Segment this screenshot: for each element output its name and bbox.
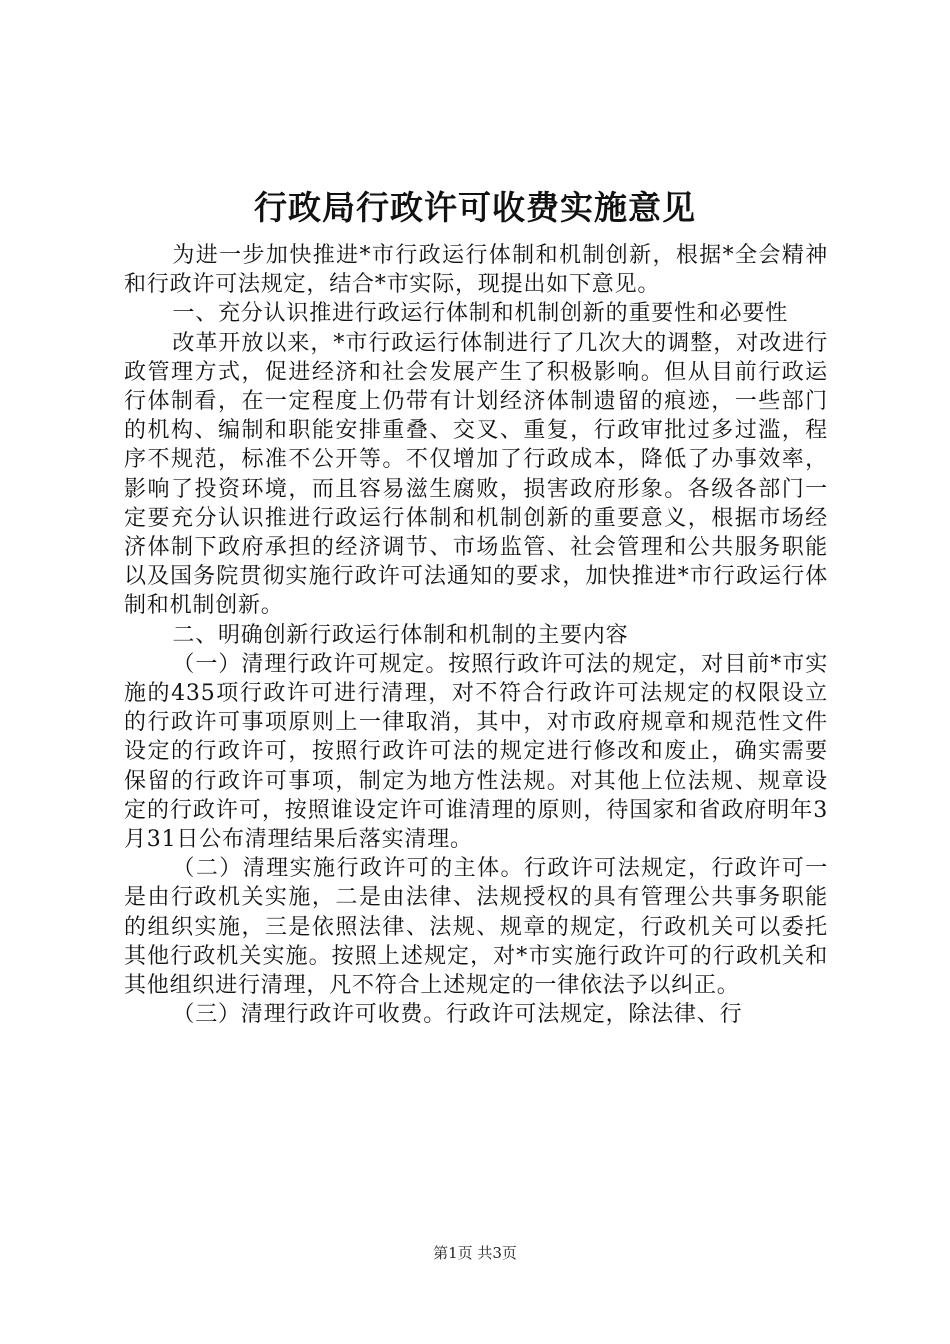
document-title: 行政局行政许可收费实施意见 (254, 188, 696, 227)
section-heading-2: 二、明确创新行政运行体制和机制的主要内容 (172, 622, 629, 648)
document-body (124, 241, 828, 1029)
paragraph-section-1: 改革开放以来，*市行政运行体制进行了几次大的调整，对改进行政管理方式，促进经济和社会发展产生了积极影响。但从目前行政运行体制看，在一定程度上仍带有计划经济体制遗留的痕迹，一些部门的机构、编制和职能安排重叠、交叉、重复，行政审批过多过滥，程序不规范，标准不公开等。不仅增加了行政成本，降低了办事效率，影响了投资环境，而且容易滋生腐败，损害政府形象。各级各部门一定要充分认识推进行政运行体制和机制创新的重要意义，根据市场经济体制下政府承担的经济调节、市场监管、社会管理和公共服务职能以及国务院贯彻实施行政许可法通知的要求，加快推进*市行政运行体制和机制创新。 (124, 330, 828, 619)
paragraph-item-3: （三）清理行政许可收费。行政许可法规定，除法律、行 (172, 1002, 743, 1028)
page-number-footer: 第1页 共3页 (433, 1244, 517, 1262)
paragraph-intro: 为进一步加快推进*市行政运行体制和机制创新，根据*全会精神和行政许可法规定，结合*市实际，现提出如下意见。 (124, 243, 828, 298)
section-heading-1: 一、充分认识推进行政运行体制和机制创新的重要性和必要性 (172, 301, 788, 327)
paragraph-item-1: （一）清理行政许可规定。按照行政许可法的规定，对目前*市实施的435项行政许可进行清理，对不符合行政许可法规定的权限设立的行政许可事项原则上一律取消，其中，对市政府规章和规范性文件设定的行政许可，按照行政许可法的规定进行修改和废止，确实需要保留的行政许可事项，制定为地方性法规。对其他上位法规、规章设定的行政许可，按照谁设定许可谁清理的原则，待国家和省政府明年3月31日公布清理结果后落实清理。 (124, 651, 828, 853)
paragraph-item-2: （二）清理实施行政许可的主体。行政许可法规定，行政许可一是由行政机关实施，二是由法律、法规授权的具有管理公共事务职能的组织实施，三是依照法律、法规、规章的规定，行政机关可以委托其他行政机关实施。按照上述规定，对*市实施行政许可的行政机关和其他组织进行清理，凡不符合上述规定的一律依法予以纠正。 (124, 856, 828, 999)
